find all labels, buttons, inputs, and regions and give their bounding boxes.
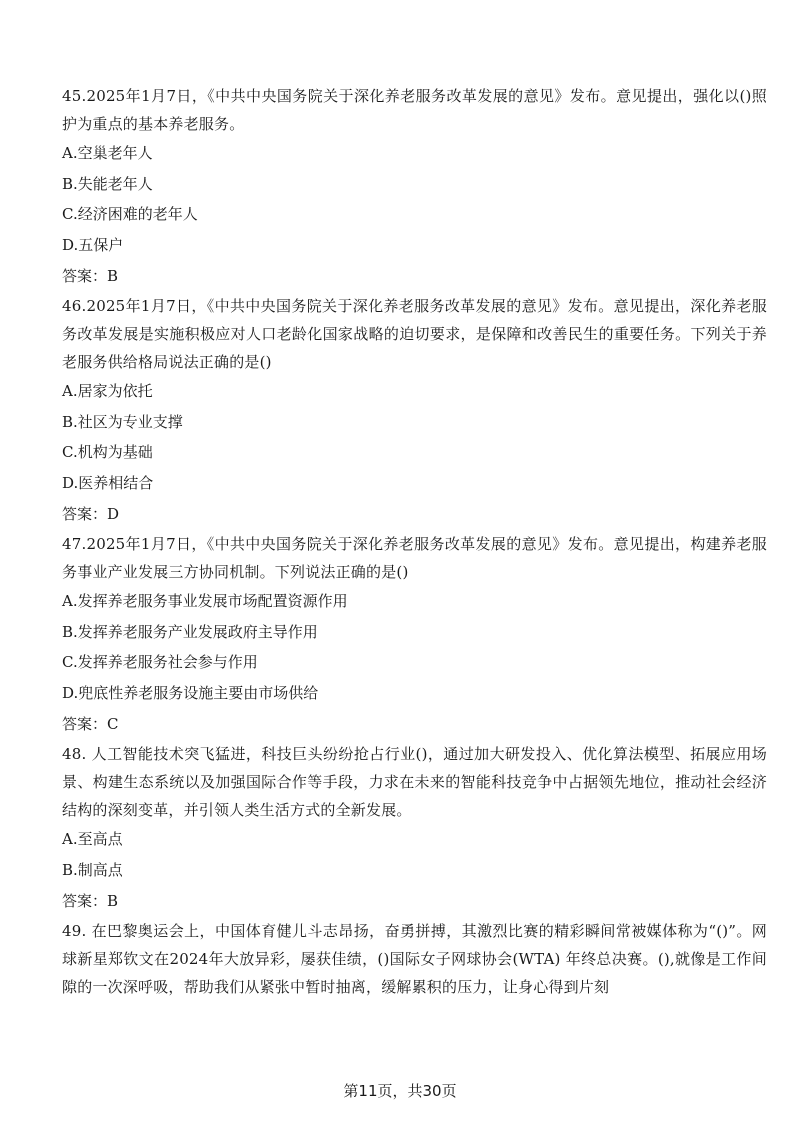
answer-line: 答案：D [62,505,120,523]
question-stem: 49. 在巴黎奥运会上，中国体育健儿斗志昂扬，奋勇拼搏，其激烈比赛的精彩瞬间常被媒体称为“()”。网球新星郑钦文在2024年大放异彩，屡获佳绩，()国际女子网球协会(WTA) 年终总决赛。(),就像是工作间隙的一次深呼吸，帮助我们从紧张中暂时抽离，缓解累积的压力，让身心得到片刻 [62,922,767,996]
page-number: 第11页，共30页 [343,1082,457,1100]
question-stem: 46.2025年1月7日，《中共中央国务院关于深化养老服务改革发展的意见》发布。意见提出，深化养老服务改革发展是实施积极应对人口老龄化国家战略的迫切要求，是保障和改善民生的重要任务。下列关于养老服务供给格局说法正确的是() [62,297,767,371]
option-b: B.发挥养老服务产业发展政府主导作用 [62,622,318,641]
option-b: B.社区为专业支撑 [62,412,183,431]
option-c: C.发挥养老服务社会参与作用 [62,653,258,671]
option-c: C.机构为基础 [62,443,153,461]
question-45 [62,82,767,292]
option-a: A.空巢老年人 [62,144,153,162]
question-47 [62,530,767,740]
option-a: A.居家为依托 [62,382,153,400]
question-49 [62,917,767,1001]
question-list [62,82,767,1001]
option-b: B.失能老年人 [62,174,153,193]
question-46 [62,292,767,530]
option-b: B.制高点 [62,860,123,879]
option-d: D.医养相结合 [62,473,154,492]
option-a: A.发挥养老服务事业发展市场配置资源作用 [62,592,348,610]
option-d: D.五保户 [62,235,124,254]
answer-line: 答案：B [62,267,119,285]
answer-line: 答案：C [62,715,119,733]
option-a: A.至高点 [62,830,123,848]
option-d: D.兜底性养老服务设施主要由市场供给 [62,683,319,702]
question-48 [62,740,767,917]
question-stem: 45.2025年1月7日，《中共中央国务院关于深化养老服务改革发展的意见》发布。意见提出，强化以()照护为重点的基本养老服务。 [62,87,767,133]
answer-line: 答案：B [62,892,119,910]
question-stem: 48. 人工智能技术突飞猛进，科技巨头纷纷抢占行业()，通过加大研发投入、优化算法模型、拓展应用场景、构建生态系统以及加强国际合作等手段，力求在未来的智能科技竞争中占据领先地位，推动社会经济结构的深刻变革，并引领人类生活方式的全新发展。 [62,745,767,819]
option-c: C.经济困难的老年人 [62,205,198,223]
question-stem: 47.2025年1月7日，《中共中央国务院关于深化养老服务改革发展的意见》发布。意见提出，构建养老服务事业产业发展三方协同机制。下列说法正确的是() [62,535,767,581]
